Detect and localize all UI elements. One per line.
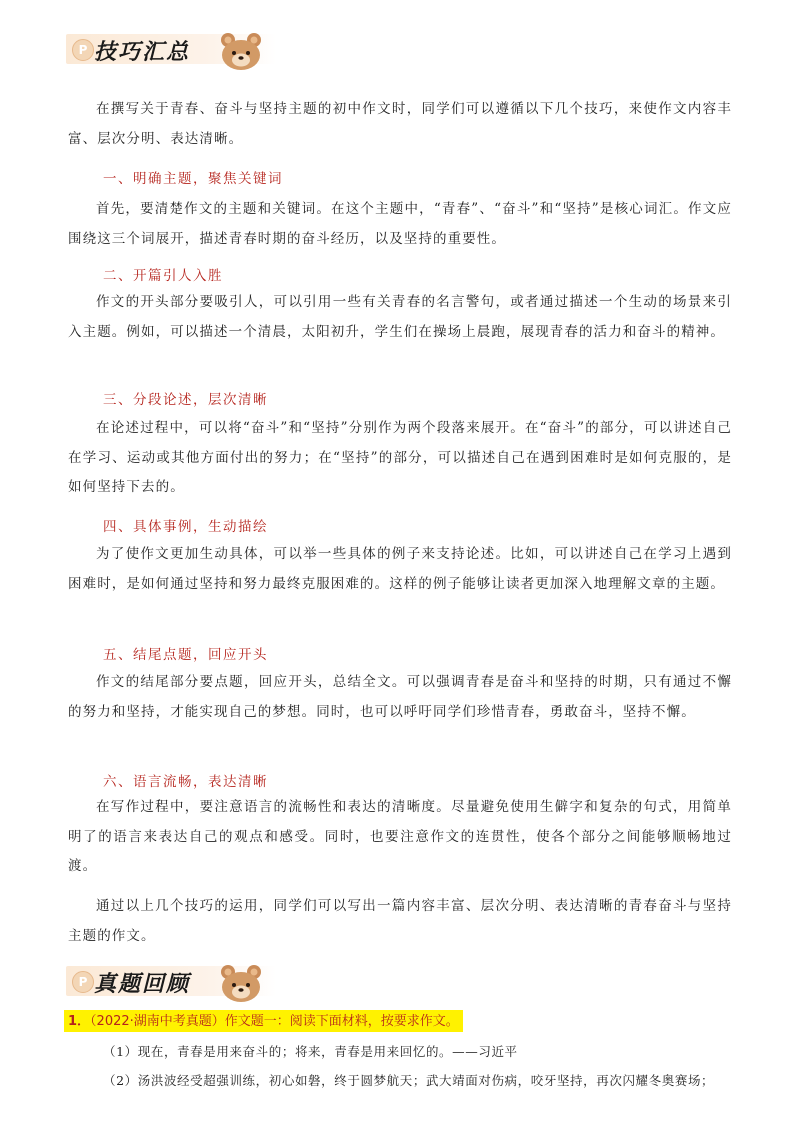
section-banner-tips xyxy=(66,30,280,68)
tip-heading-3: 三、分段论述，层次清晰 xyxy=(103,392,268,408)
brand-logo-icon: P xyxy=(72,39,94,61)
question-source: （2022·湖南中考真题） xyxy=(90,1014,225,1029)
tip-body-1: 首先，要清楚作文的主题和关键词。在这个主题中，“青春”、“奋斗”和“坚持”是核心词汇。作文应围绕这三个词展开，描述青春时期的奋斗经历，以及坚持的重要性。 xyxy=(68,201,732,247)
question-title xyxy=(64,1010,463,1032)
tip-body-3: 在论述过程中，可以将“奋斗”和“坚持”分别作为两个段落来展开。在“奋斗”的部分，可以讲述自己在学习、运动或其他方面付出的努力；在“坚持”的部分，可以描述自己在遇到困难时是如何克服的，是如何坚持下去的。 xyxy=(68,420,732,495)
question-number: 1． xyxy=(68,1014,91,1029)
tip-body-2: 作文的开头部分要吸引人，可以引用一些有关青春的名言警句，或者通过描述一个生动的场景来引入主题。例如，可以描述一个清晨，太阳初升，学生们在操场上晨跑，展现青春的活力和奋斗的精神。 xyxy=(68,294,732,340)
tip-body-5: 作文的结尾部分要点题，回应开头，总结全文。可以强调青春是奋斗和坚持的时期，只有通过不懈的努力和坚持，才能实现自己的梦想。同时，也可以呼吁同学们珍惜青春，勇敢奋斗，坚持不懈。 xyxy=(68,674,732,720)
bear-mascot-icon xyxy=(218,28,264,70)
tip-body-6: 在写作过程中，要注意语言的流畅性和表达的清晰度。尽量避免使用生僻字和复杂的句式，用简单明了的语言来表达自己的观点和感受。同时，也要注意作文的连贯性，使各个部分之间能够顺畅地过渡。 xyxy=(68,799,732,874)
tip-heading-1: 一、明确主题，聚焦关键词 xyxy=(103,171,283,187)
tip-body-4: 为了使作文更加生动具体，可以举一些具体的例子来支持论述。比如，可以讲述自己在学习上遇到困难时，是如何通过坚持和努力最终克服困难的。这样的例子能够让读者更加深入地理解文章的主题。 xyxy=(68,546,732,592)
tip-heading-4: 四、具体事例，生动描绘 xyxy=(103,519,268,535)
question-item-1: （1）现在，青春是用来奋斗的；将来，青春是用来回忆的。——习近平 xyxy=(103,1044,518,1059)
bear-mascot-icon xyxy=(218,960,264,1002)
question-prompt: 作文题一：阅读下面材料，按要求作文。 xyxy=(224,1014,459,1029)
question-item-2: （2）汤洪波经受超强训练，初心如磐，终于圆梦航天；武大靖面对伤病，咬牙坚持，再次闪耀冬奥赛场； xyxy=(103,1073,715,1088)
brand-logo-icon: P xyxy=(72,971,94,993)
section-banner-review xyxy=(66,962,280,1000)
intro-paragraph: 在撰写关于青春、奋斗与坚持主题的初中作文时，同学们可以遵循以下几个技巧，来使作文内容丰富、层次分明、表达清晰。 xyxy=(68,101,732,147)
section-title: 真题回顾 xyxy=(94,972,191,997)
conclusion-paragraph: 通过以上几个技巧的运用，同学们可以写出一篇内容丰富、层次分明、表达清晰的青春奋斗与坚持主题的作文。 xyxy=(68,898,732,944)
tip-heading-2: 二、开篇引人入胜 xyxy=(103,268,223,284)
tip-heading-6: 六、语言流畅，表达清晰 xyxy=(103,774,268,790)
tip-heading-5: 五、结尾点题，回应开头 xyxy=(103,647,268,663)
section-title: 技巧汇总 xyxy=(94,40,191,65)
